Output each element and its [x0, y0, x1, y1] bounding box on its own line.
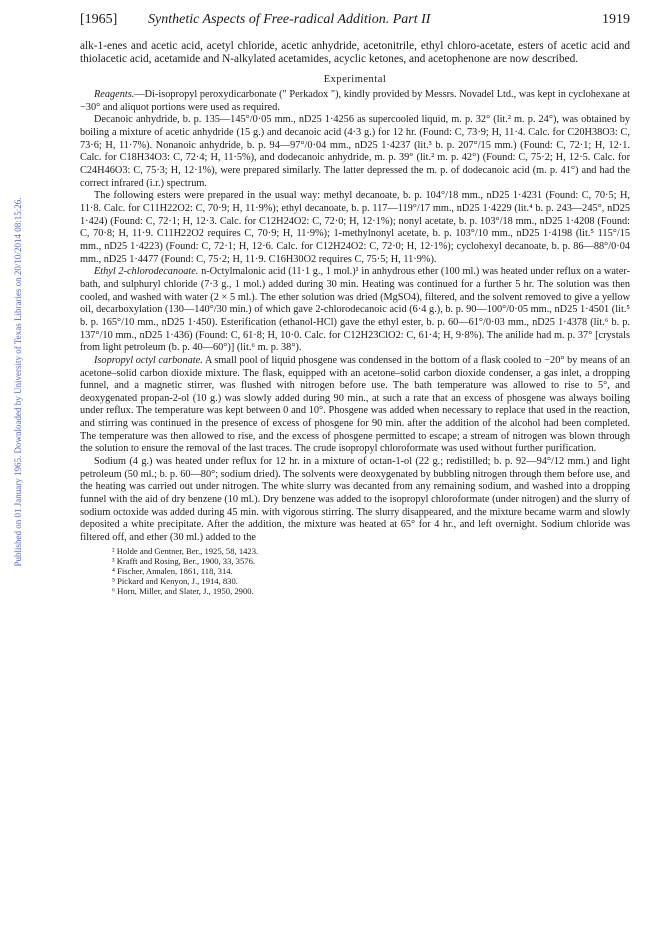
paragraph-text: The following esters were prepared in the usual way: methyl decanoate, b. p. 104°/18 mm., nD25 1·4231 (Found: C, 70·5; H, 11·8. Calc. for C11H22O2: C, 70·9; H, 11·9%); ethyl decanoate, b. p. 117—119°/17 mm., nD25 1·4229 (lit.⁴ b. p. 243—245°, nD25 1·424) (Found: C, 72·1; H, 12·3. Calc. for C12H24O2: C, 72·0; H, 12·1%); nonyl acetate, b. p. 103°/18 mm., nD25 1·4208 (Found: C, 70·8; H, 11·9. C11H22O2 requires C, 70·9; H, 11·9%); 1-methylnonyl acetate, b. p. 103°/10 mm., nD25 1·4198 (lit.⁵ 115°/15 mm., nD25 1·4223) (Found: C, 72·1; H, 12·6. Calc. for C12H24O2: C, 72·0; H, 12·1%); cyclohexyl decanoate, b. p. 86—88°/0·04 mm., nD25 1·4477 (Found: C, 75·2; H, 11·9. C16H30O2 requires C, 75·5; H, 11·9%). [80, 190, 630, 265]
paragraph-lead: Ethyl 2-chlorodecanoate. [94, 266, 199, 278]
intro-paragraph: alk-1-enes and acetic acid, acetyl chloride, acetic anhydride, acetonitrile, ethyl chloro-acetate, esters of acetic acid and thiolacetic acid, acetamide and N-alkylated acetamides, acyclic ketones, and acetophenone are now described. [80, 40, 630, 66]
paragraph-text: —Di-isopropyl peroxydicarbonate (" Perkadox "), kindly provided by Messrs. Novadel Ltd., was kept in cyclohexane at −30° and aliquot portions were used as required. [80, 89, 630, 113]
header-year: [1965] [80, 12, 118, 27]
paragraph-lead: Reagents. [94, 89, 135, 101]
paragraph-carbonate [80, 355, 630, 456]
article-body [80, 40, 630, 596]
reference-item: ² Holde and Gentner, Ber., 1925, 58, 1423. [112, 545, 259, 556]
reference-item: ⁵ Pickard and Kenyon, J., 1914, 830. [112, 575, 238, 586]
reference-item: ³ Krafft and Rosing, Ber., 1900, 33, 3576. [112, 555, 256, 566]
reference-item: ⁶ Horn, Miller, and Slater, J., 1950, 2900. [112, 586, 254, 597]
reference-item: ⁴ Fischer, Annalen, 1861, 118, 314. [112, 565, 233, 576]
paragraph-reagents [80, 89, 630, 114]
paragraph-lead: Isopropyl octyl carbonate. [94, 354, 203, 366]
paragraph-sodium [80, 456, 630, 545]
paragraph-esters [80, 190, 630, 266]
paragraph-text: Sodium (4 g.) was heated under reflux for 12 hr. in a mixture of octan-1-ol (22 g.; redistilled; b. p. 92—94°/12 mm.) and light petroleum (50 ml.; b. p. 60—80°; sodium dried). The solvents were deoxygenated by bubbling nitrogen through them before use, and the heating was carried out under nitrogen. The white slurry was decanted from any remaining sodium, and washed into a dropping funnel with the aid of dry benzene (10 ml.). Dry benzene was added to the isopropyl chloroformate (under nitrogen) and the slurry of sodium octoxide was added during 45 min. with vigorous stirring. The slurry disappeared, and the mixture became warm and slowly deposited a white precipitate. After the addition, the mixture was heated at 65° for 4 hr., and left overnight. Sodium chloride was filtered off, and ether (30 ml.) added to the [80, 456, 630, 544]
header-title: Synthetic Aspects of Free-radical Addition. Part II [148, 12, 431, 27]
paragraph-anhydrides [80, 114, 630, 190]
paragraph-text: Decanoic anhydride, b. p. 135—145°/0·05 mm., nD25 1·4256 as supercooled liquid, m. p. 32° (lit.² m. p. 24°), was obtained by boiling a mixture of acetic anhydride (15 g.) and decanoic acid (4·3 g.) for 12 hr. (Found: C, 73·9; H, 11·4. Calc. for C20H38O3: C, 73·6; H, 11·7%). Nonanoic anhydride, b. p. 94—97°/0·04 mm., nD25 1·4237 (lit.³ b. p. 207°/15 mm.) (Found: C, 72·1; H, 12·1. Calc. for C18H34O3: C, 72·4; H, 11·5%), and dodecanoic anhydride, m. p. 39° (lit.² m. p. 42°) (Found: C, 75·2; H, 12·5. Calc. for C24H46O3: C, 75·3; H, 12·1%), were prepared similarly. The latter depressed the m. p. of dodecanoic acid (m. p. 41°) and had the correct infrared (i.r.) spectrum. [80, 114, 630, 189]
paragraph-chlorodecanoate [80, 266, 630, 355]
section-title: Experimental [323, 74, 387, 86]
paragraph-text: A small pool of liquid phosgene was condensed in the bottom of a flask cooled to −20° by means of an acetone–solid carbon dioxide mixture. The flask, equipped with an acetone–solid carbon dioxide condenser, a gas inlet, a dropping funnel, and a magnetic stirrer, was flushed with nitrogen before use. The bath temperature was allowed to rise to 5°, and deoxygenated propan-2-ol (10 g.) was slowly added during 90 min., at such a rate that an excess of phosgene was always boiling under reflux. The temperature was kept between 0 and 10°. Phosgene was added when necessary to replace that used in the reaction, and stirring was continued in the presence of excess of phosgene for 90 min. after the addition of the alcohol had been completed. The temperature was then allowed to rise, and the excess of phosgene permitted to escape; a stream of nitrogen was blown through the solution to ensure the removal of the last traces. The crude isopropyl chloroformate was used without further purification. [80, 354, 630, 455]
header-page-number: 1919 [602, 12, 630, 27]
paragraph-text: n-Octylmalonic acid (11·1 g., 1 mol.)¹ in anhydrous ether (100 ml.) was heated under reflux on a water-bath, and sulphuryl chloride (7·3 g., 1 mol.) added during 30 min. Heating was continued for a further 5 hr. The solution was then cooled, and washed with water (2 × 5 ml.). The ether solution was dried (MgSO4), filtered, and the solvent removed to give a yellow oil, decarboxylation (130—140°/30 min.) of which gave 2-chlorodecanoic acid (6·4 g.), b. p. 90—100°/0·05 mm., nD25 1·4501 (lit.⁵ b. p. 165°/10 mm., nD25 1·450). Esterification (ethanol-HCl) gave the ethyl ester, b. p. 60—61°/0·03 mm., nD25 1·4378 (lit.⁶ b. p. 137°/10 mm., nD25 1·436) (Found: C, 61·8; H, 10·0. Calc. for C12H23ClO2: C, 61·4; H, 9·8%). The anilide had m. p. 37° [crystals from light petroleum (b. p. 40—60°)] (lit.⁶ m. p. 38°). [80, 266, 630, 354]
references [80, 546, 630, 596]
download-watermark: Published on 01 January 1965. Downloaded by University of Texas Libraries on 20/10/2014 08:15:26. [13, 197, 23, 567]
